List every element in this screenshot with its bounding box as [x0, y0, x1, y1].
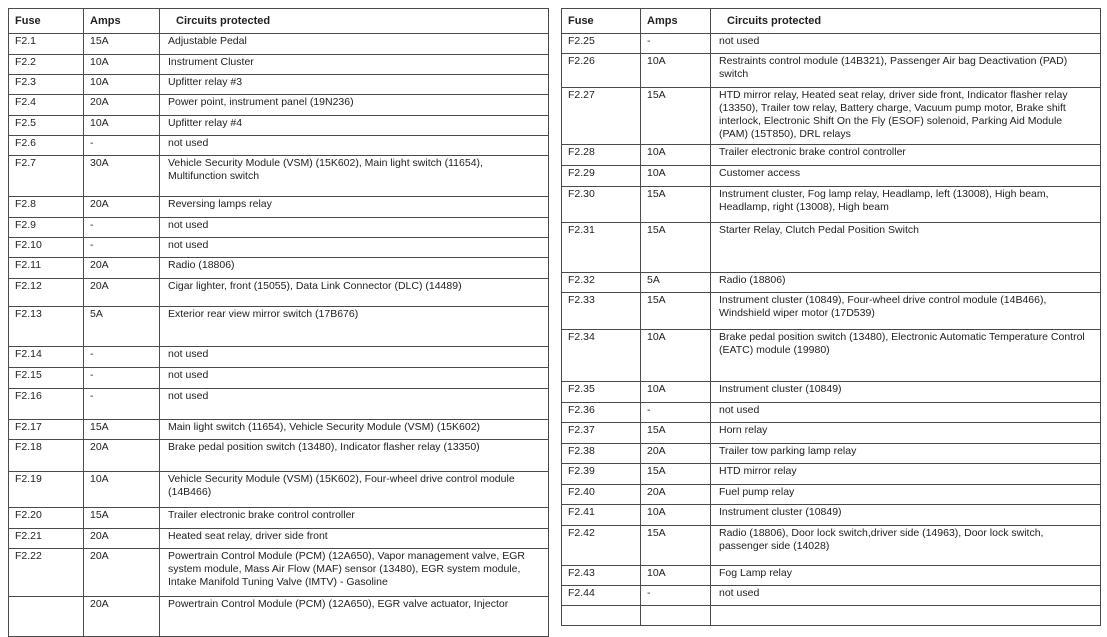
amps-cell: 10A: [641, 166, 711, 187]
fuse-row: [9, 34, 549, 55]
circuits-cell: Powertrain Control Module (PCM) (12A650), EGR valve actuator, Injector: [160, 597, 549, 637]
amps-cell: 10A: [84, 75, 160, 95]
fuse-row: [9, 95, 549, 116]
fuse-id-cell: F2.19: [9, 472, 84, 508]
amps-cell: 15A: [84, 34, 160, 55]
fuse-id-cell: F2.38: [562, 444, 641, 464]
circuits-cell: Horn relay: [711, 423, 1101, 444]
fuse-row: [562, 505, 1101, 526]
fuse-row: [9, 136, 549, 156]
fuse-table-right: [561, 8, 1101, 626]
amps-cell: 10A: [641, 505, 711, 526]
amps-cell: 20A: [84, 549, 160, 597]
amps-cell: 20A: [84, 95, 160, 116]
circuits-cell: Upfitter relay #3: [160, 75, 549, 95]
circuits-cell: not used: [160, 218, 549, 238]
circuits-cell: Instrument Cluster: [160, 55, 549, 75]
circuits-cell: HTD mirror relay, Heated seat relay, driver side front, Indicator flasher relay (13350), Trailer tow relay, Battery charge, Vacuum pump motor, Brake shift interlock, Electronic Shift On the Fly (ESOF) solenoid, Parking Aid Module (PAM) (15T850), DRL relays: [711, 88, 1101, 145]
amps-cell: 10A: [84, 55, 160, 75]
fuse-id-cell: F2.30: [562, 187, 641, 223]
amps-column-header: Amps: [641, 9, 711, 34]
fuse-row: [9, 420, 549, 440]
circuits-cell: HTD mirror relay: [711, 464, 1101, 485]
amps-cell: 15A: [641, 526, 711, 566]
circuits-cell: Trailer electronic brake control controller: [160, 508, 549, 529]
fuse-id-cell: F2.21: [9, 529, 84, 549]
circuits-cell: Trailer electronic brake control controller: [711, 145, 1101, 166]
circuits-cell: not used: [160, 238, 549, 258]
fuse-row: [9, 389, 549, 420]
fuse-row: [562, 293, 1101, 330]
amps-cell: 15A: [641, 223, 711, 273]
circuits-cell: Radio (18806): [160, 258, 549, 279]
fuse-id-cell: F2.35: [562, 382, 641, 403]
fuse-id-cell: F2.25: [562, 34, 641, 54]
fuse-row: [9, 368, 549, 389]
fuse-id-cell: F2.18: [9, 440, 84, 472]
circuits-cell: Powertrain Control Module (PCM) (12A650), Vapor management valve, EGR system module, Mass Air Flow (MAF) sensor (13480), EGR system module, Intake Manifold Tuning Valve (IMTV) - Gasoline: [160, 549, 549, 597]
circuits-cell: Reversing lamps relay: [160, 197, 549, 218]
fuse-id-cell: F2.34: [562, 330, 641, 382]
amps-cell: 20A: [84, 279, 160, 307]
circuits-cell: Heated seat relay, driver side front: [160, 529, 549, 549]
amps-cell: 15A: [84, 420, 160, 440]
circuits-cell: Restraints control module (14B321), Passenger Air bag Deactivation (PAD) switch: [711, 54, 1101, 88]
circuits-cell: [711, 606, 1101, 626]
header-row: [9, 9, 549, 34]
amps-cell: 20A: [84, 440, 160, 472]
amps-cell: 15A: [641, 464, 711, 485]
fuse-id-cell: F2.1: [9, 34, 84, 55]
amps-cell: -: [84, 238, 160, 258]
circuits-cell: not used: [160, 389, 549, 420]
fuse-id-cell: F2.26: [562, 54, 641, 88]
circuits-cell: not used: [160, 136, 549, 156]
fuse-row: [9, 347, 549, 368]
fuse-row: [9, 279, 549, 307]
amps-cell: 20A: [641, 485, 711, 505]
amps-cell: 10A: [84, 116, 160, 136]
circuits-cell: Adjustable Pedal: [160, 34, 549, 55]
fuse-id-cell: F2.7: [9, 156, 84, 197]
fuse-row: [9, 197, 549, 218]
amps-cell: 10A: [641, 382, 711, 403]
fuse-row: [562, 145, 1101, 166]
fuse-id-cell: F2.44: [562, 586, 641, 606]
amps-cell: 20A: [641, 444, 711, 464]
fuse-row: [562, 54, 1101, 88]
fuse-column-header: Fuse: [562, 9, 641, 34]
fuse-row: [9, 258, 549, 279]
amps-cell: 15A: [641, 88, 711, 145]
fuse-id-cell: F2.11: [9, 258, 84, 279]
amps-cell: 10A: [641, 330, 711, 382]
amps-cell: 20A: [84, 529, 160, 549]
fuse-id-cell: F2.29: [562, 166, 641, 187]
circuits-cell: Cigar lighter, front (15055), Data Link Connector (DLC) (14489): [160, 279, 549, 307]
amps-cell: -: [84, 368, 160, 389]
fuse-id-cell: F2.39: [562, 464, 641, 485]
circuits-cell: Vehicle Security Module (VSM) (15K602), Main light switch (11654), Multifunction switch: [160, 156, 549, 197]
amps-cell: 15A: [641, 423, 711, 444]
amps-cell: -: [84, 218, 160, 238]
circuits-cell: Instrument cluster (10849): [711, 505, 1101, 526]
amps-cell: [641, 606, 711, 626]
fuse-id-cell: [562, 606, 641, 626]
amps-cell: 5A: [641, 273, 711, 293]
circuits-column-header: Circuits protected: [711, 9, 1101, 34]
circuits-cell: Starter Relay, Clutch Pedal Position Switch: [711, 223, 1101, 273]
circuits-cell: Instrument cluster, Fog lamp relay, Headlamp, left (13008), High beam, Headlamp, right (13008), High beam: [711, 187, 1101, 223]
fuse-id-cell: F2.12: [9, 279, 84, 307]
circuits-cell: not used: [711, 403, 1101, 423]
circuits-cell: Vehicle Security Module (VSM) (15K602), Four-wheel drive control module (14B466): [160, 472, 549, 508]
fuse-id-cell: F2.32: [562, 273, 641, 293]
fuse-id-cell: F2.36: [562, 403, 641, 423]
fuse-row: [9, 116, 549, 136]
fuse-row: [562, 88, 1101, 145]
amps-cell: 10A: [641, 145, 711, 166]
amps-cell: 15A: [84, 508, 160, 529]
amps-cell: -: [84, 389, 160, 420]
fuse-row: [9, 472, 549, 508]
amps-cell: -: [641, 403, 711, 423]
fuse-id-cell: F2.16: [9, 389, 84, 420]
fuse-id-cell: F2.13: [9, 307, 84, 347]
circuits-cell: Main light switch (11654), Vehicle Security Module (VSM) (15K602): [160, 420, 549, 440]
amps-cell: -: [641, 34, 711, 54]
fuse-id-cell: F2.43: [562, 566, 641, 586]
fuse-row: [9, 597, 549, 637]
circuits-cell: Exterior rear view mirror switch (17B676): [160, 307, 549, 347]
fuse-row: [562, 566, 1101, 586]
amps-cell: 15A: [641, 187, 711, 223]
amps-cell: 10A: [641, 54, 711, 88]
fuse-id-cell: F2.37: [562, 423, 641, 444]
fuse-row: [562, 606, 1101, 626]
fuse-row: [562, 330, 1101, 382]
fuse-id-cell: F2.31: [562, 223, 641, 273]
fuse-row: [562, 444, 1101, 464]
circuits-cell: not used: [711, 34, 1101, 54]
fuse-row: [562, 166, 1101, 187]
fuse-row: [9, 55, 549, 75]
fuse-id-cell: F2.41: [562, 505, 641, 526]
fuse-id-cell: [9, 597, 84, 637]
circuits-cell: Brake pedal position switch (13480), Indicator flasher relay (13350): [160, 440, 549, 472]
fuse-row: [562, 464, 1101, 485]
amps-cell: -: [84, 347, 160, 368]
fuse-column-header: Fuse: [9, 9, 84, 34]
fuse-id-cell: F2.22: [9, 549, 84, 597]
fuse-id-cell: F2.17: [9, 420, 84, 440]
fuse-id-cell: F2.5: [9, 116, 84, 136]
fuse-row: [562, 485, 1101, 505]
fuse-id-cell: F2.20: [9, 508, 84, 529]
amps-cell: 5A: [84, 307, 160, 347]
fuse-row: [562, 382, 1101, 403]
fuse-row: [562, 34, 1101, 54]
circuits-cell: Upfitter relay #4: [160, 116, 549, 136]
fuse-row: [562, 223, 1101, 273]
fuse-row: [9, 508, 549, 529]
circuits-cell: Brake pedal position switch (13480), Electronic Automatic Temperature Control (EATC) module (19980): [711, 330, 1101, 382]
circuits-cell: Trailer tow parking lamp relay: [711, 444, 1101, 464]
amps-cell: 15A: [641, 293, 711, 330]
fuse-id-cell: F2.9: [9, 218, 84, 238]
amps-cell: 20A: [84, 597, 160, 637]
amps-cell: 20A: [84, 197, 160, 218]
circuits-column-header: Circuits protected: [160, 9, 549, 34]
fuse-id-cell: F2.15: [9, 368, 84, 389]
header-row: [562, 9, 1101, 34]
fuse-row: [562, 423, 1101, 444]
amps-cell: -: [84, 136, 160, 156]
fuse-id-cell: F2.4: [9, 95, 84, 116]
amps-cell: 10A: [84, 472, 160, 508]
fuse-row: [9, 238, 549, 258]
circuits-cell: Instrument cluster (10849), Four-wheel drive control module (14B466), Windshield wiper motor (17D539): [711, 293, 1101, 330]
fuse-id-cell: F2.33: [562, 293, 641, 330]
fuse-id-cell: F2.3: [9, 75, 84, 95]
fuse-id-cell: F2.6: [9, 136, 84, 156]
amps-cell: 20A: [84, 258, 160, 279]
amps-cell: 10A: [641, 566, 711, 586]
circuits-cell: Power point, instrument panel (19N236): [160, 95, 549, 116]
fuse-table-left: [8, 8, 549, 637]
circuits-cell: Radio (18806): [711, 273, 1101, 293]
fuse-row: [562, 273, 1101, 293]
fuse-row: [9, 75, 549, 95]
fuse-row: [9, 218, 549, 238]
fuse-id-cell: F2.2: [9, 55, 84, 75]
fuse-id-cell: F2.40: [562, 485, 641, 505]
fuse-id-cell: F2.8: [9, 197, 84, 218]
amps-column-header: Amps: [84, 9, 160, 34]
fuse-row: [562, 586, 1101, 606]
fuse-row: [9, 156, 549, 197]
fuse-id-cell: F2.27: [562, 88, 641, 145]
fuse-row: [9, 440, 549, 472]
circuits-cell: Radio (18806), Door lock switch,driver side (14963), Door lock switch, passenger side (14028): [711, 526, 1101, 566]
circuits-cell: not used: [160, 347, 549, 368]
fuse-id-cell: F2.28: [562, 145, 641, 166]
circuits-cell: Instrument cluster (10849): [711, 382, 1101, 403]
amps-cell: 30A: [84, 156, 160, 197]
fuse-row: [562, 526, 1101, 566]
fuse-id-cell: F2.10: [9, 238, 84, 258]
fuse-row: [9, 529, 549, 549]
amps-cell: -: [641, 586, 711, 606]
circuits-cell: not used: [160, 368, 549, 389]
circuits-cell: Fog Lamp relay: [711, 566, 1101, 586]
fuse-row: [9, 549, 549, 597]
fuse-id-cell: F2.42: [562, 526, 641, 566]
fuse-row: [562, 403, 1101, 423]
circuits-cell: Fuel pump relay: [711, 485, 1101, 505]
fuse-id-cell: F2.14: [9, 347, 84, 368]
fuse-row: [9, 307, 549, 347]
circuits-cell: Customer access: [711, 166, 1101, 187]
circuits-cell: not used: [711, 586, 1101, 606]
fuse-row: [562, 187, 1101, 223]
